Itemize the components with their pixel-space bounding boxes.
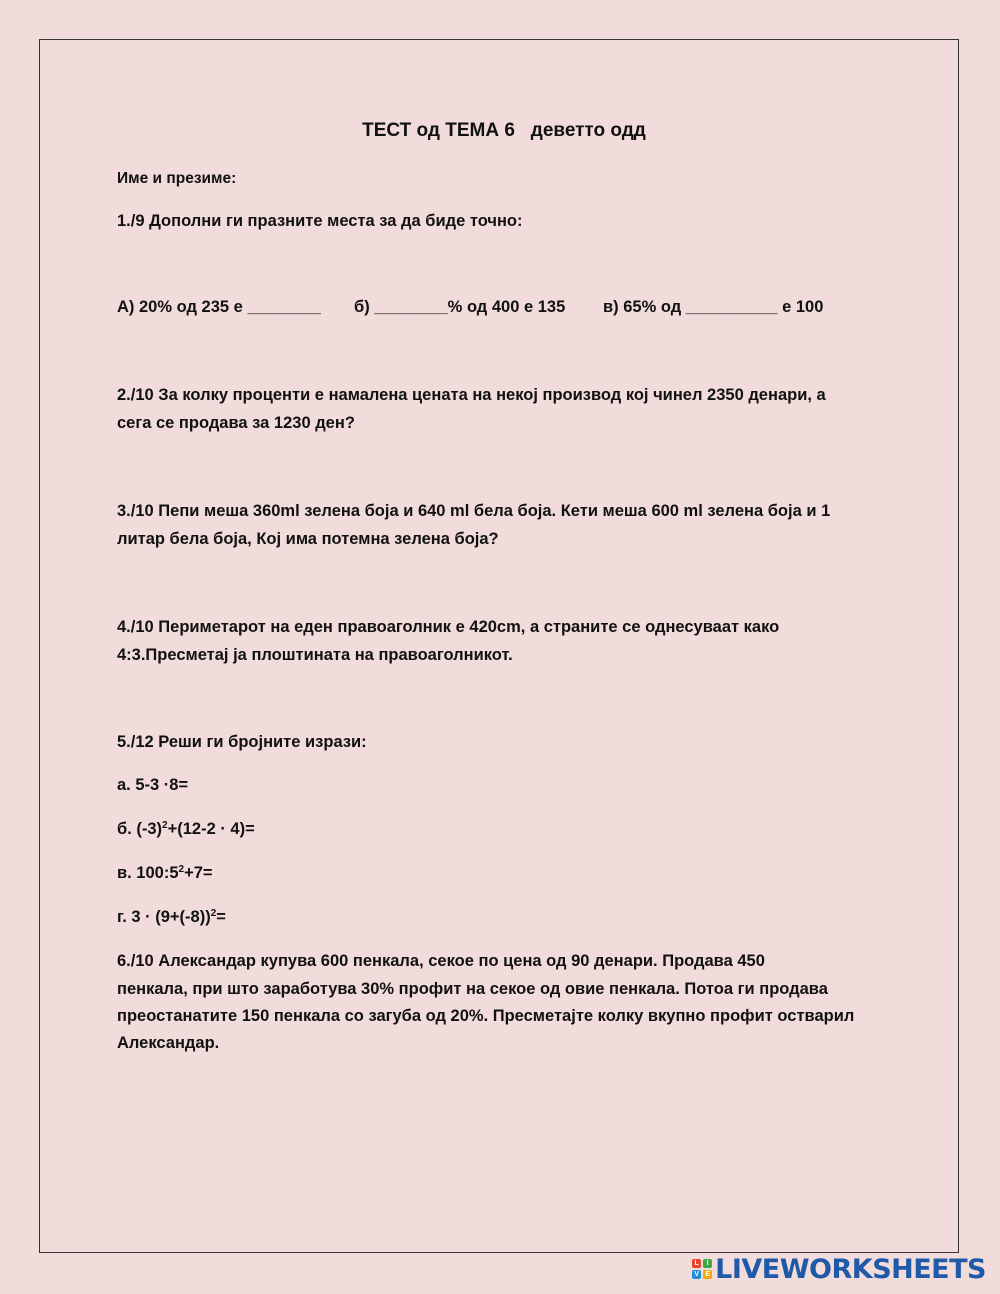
question-6-line-2: пенкала, при што заработува 30% профит на секое од овие пенкала. Потоа ги продава bbox=[117, 980, 828, 998]
question-4-line-1: 4./10 Периметарот на еден правоаголник е 420cm, а страните се однесуваат како bbox=[117, 618, 780, 636]
question-2-line-1: 2./10 За колку проценти е намалена цената на некој производ кој чинел 2350 денари, а bbox=[117, 386, 826, 404]
question-4-line-2: 4:3.Пресметај ја плоштината на правоаголникот. bbox=[117, 646, 513, 664]
logo-cell-e: E bbox=[703, 1270, 712, 1279]
logo-grid-icon bbox=[692, 1259, 712, 1279]
page-title: ТЕСТ од ТЕМА 6 деветто одд bbox=[362, 120, 646, 141]
question-5-item-b bbox=[117, 820, 255, 839]
question-1-part-c[interactable]: в) 65% од __________ е 100 bbox=[603, 298, 824, 316]
question-6-line-4: Александар. bbox=[117, 1034, 220, 1052]
question-5-item-d-rest: = bbox=[216, 908, 226, 926]
question-5-item-c-rest: +7= bbox=[184, 864, 213, 882]
question-3-line-1: 3./10 Пепи меша 360ml зелена боја и 640 ml бела боја. Кети меша 600 ml зелена боја и 1 bbox=[117, 502, 831, 520]
liveworksheets-logo[interactable] bbox=[692, 1254, 986, 1284]
question-5-item-c-exponent: 2 bbox=[178, 864, 185, 875]
question-1-part-a[interactable]: А) 20% од 235 е ________ bbox=[117, 298, 321, 316]
question-3-line-2: литар бела боја, Кој има потемна зелена боја? bbox=[117, 530, 499, 548]
logo-cell-i: I bbox=[703, 1259, 712, 1268]
question-6-line-3: преостанатите 150 пенкала со загуба од 20%. Пресметајте колку вкупно профит остварил bbox=[117, 1007, 855, 1025]
question-5-item-c-base: в. 100:5 bbox=[117, 864, 179, 882]
question-5-item-b-rest: +(12-2 · 4)= bbox=[167, 820, 255, 838]
logo-text: LIVEWORKSHEETS bbox=[715, 1253, 986, 1285]
question-5-text: 5./12 Реши ги бројните изрази: bbox=[117, 733, 367, 751]
question-5-item-d bbox=[117, 908, 226, 927]
question-5-item-a: а. 5-3 ·8= bbox=[117, 776, 189, 794]
question-2-line-2: сега се продава за 1230 ден? bbox=[117, 414, 355, 432]
question-1-parts bbox=[0, 298, 1000, 322]
question-6-line-1: 6./10 Александар купува 600 пенкала, секое по цена од 90 денари. Продава 450 bbox=[117, 952, 765, 970]
question-5-item-c bbox=[117, 864, 213, 883]
question-1-text: 1./9 Дополни ги празните места за да биде точно: bbox=[117, 212, 523, 230]
name-label: Име и презиме: bbox=[117, 170, 237, 187]
question-1-part-b[interactable]: б) ________% од 400 е 135 bbox=[354, 298, 566, 316]
logo-cell-l: L bbox=[692, 1259, 701, 1268]
question-5-item-d-exponent: 2 bbox=[210, 908, 217, 919]
question-5-item-b-exponent: 2 bbox=[162, 820, 168, 831]
question-5-item-b-base: б. (-3) bbox=[117, 820, 163, 838]
question-5-item-d-base: г. 3 · (9+(-8)) bbox=[117, 908, 211, 926]
logo-cell-v: V bbox=[692, 1270, 701, 1279]
